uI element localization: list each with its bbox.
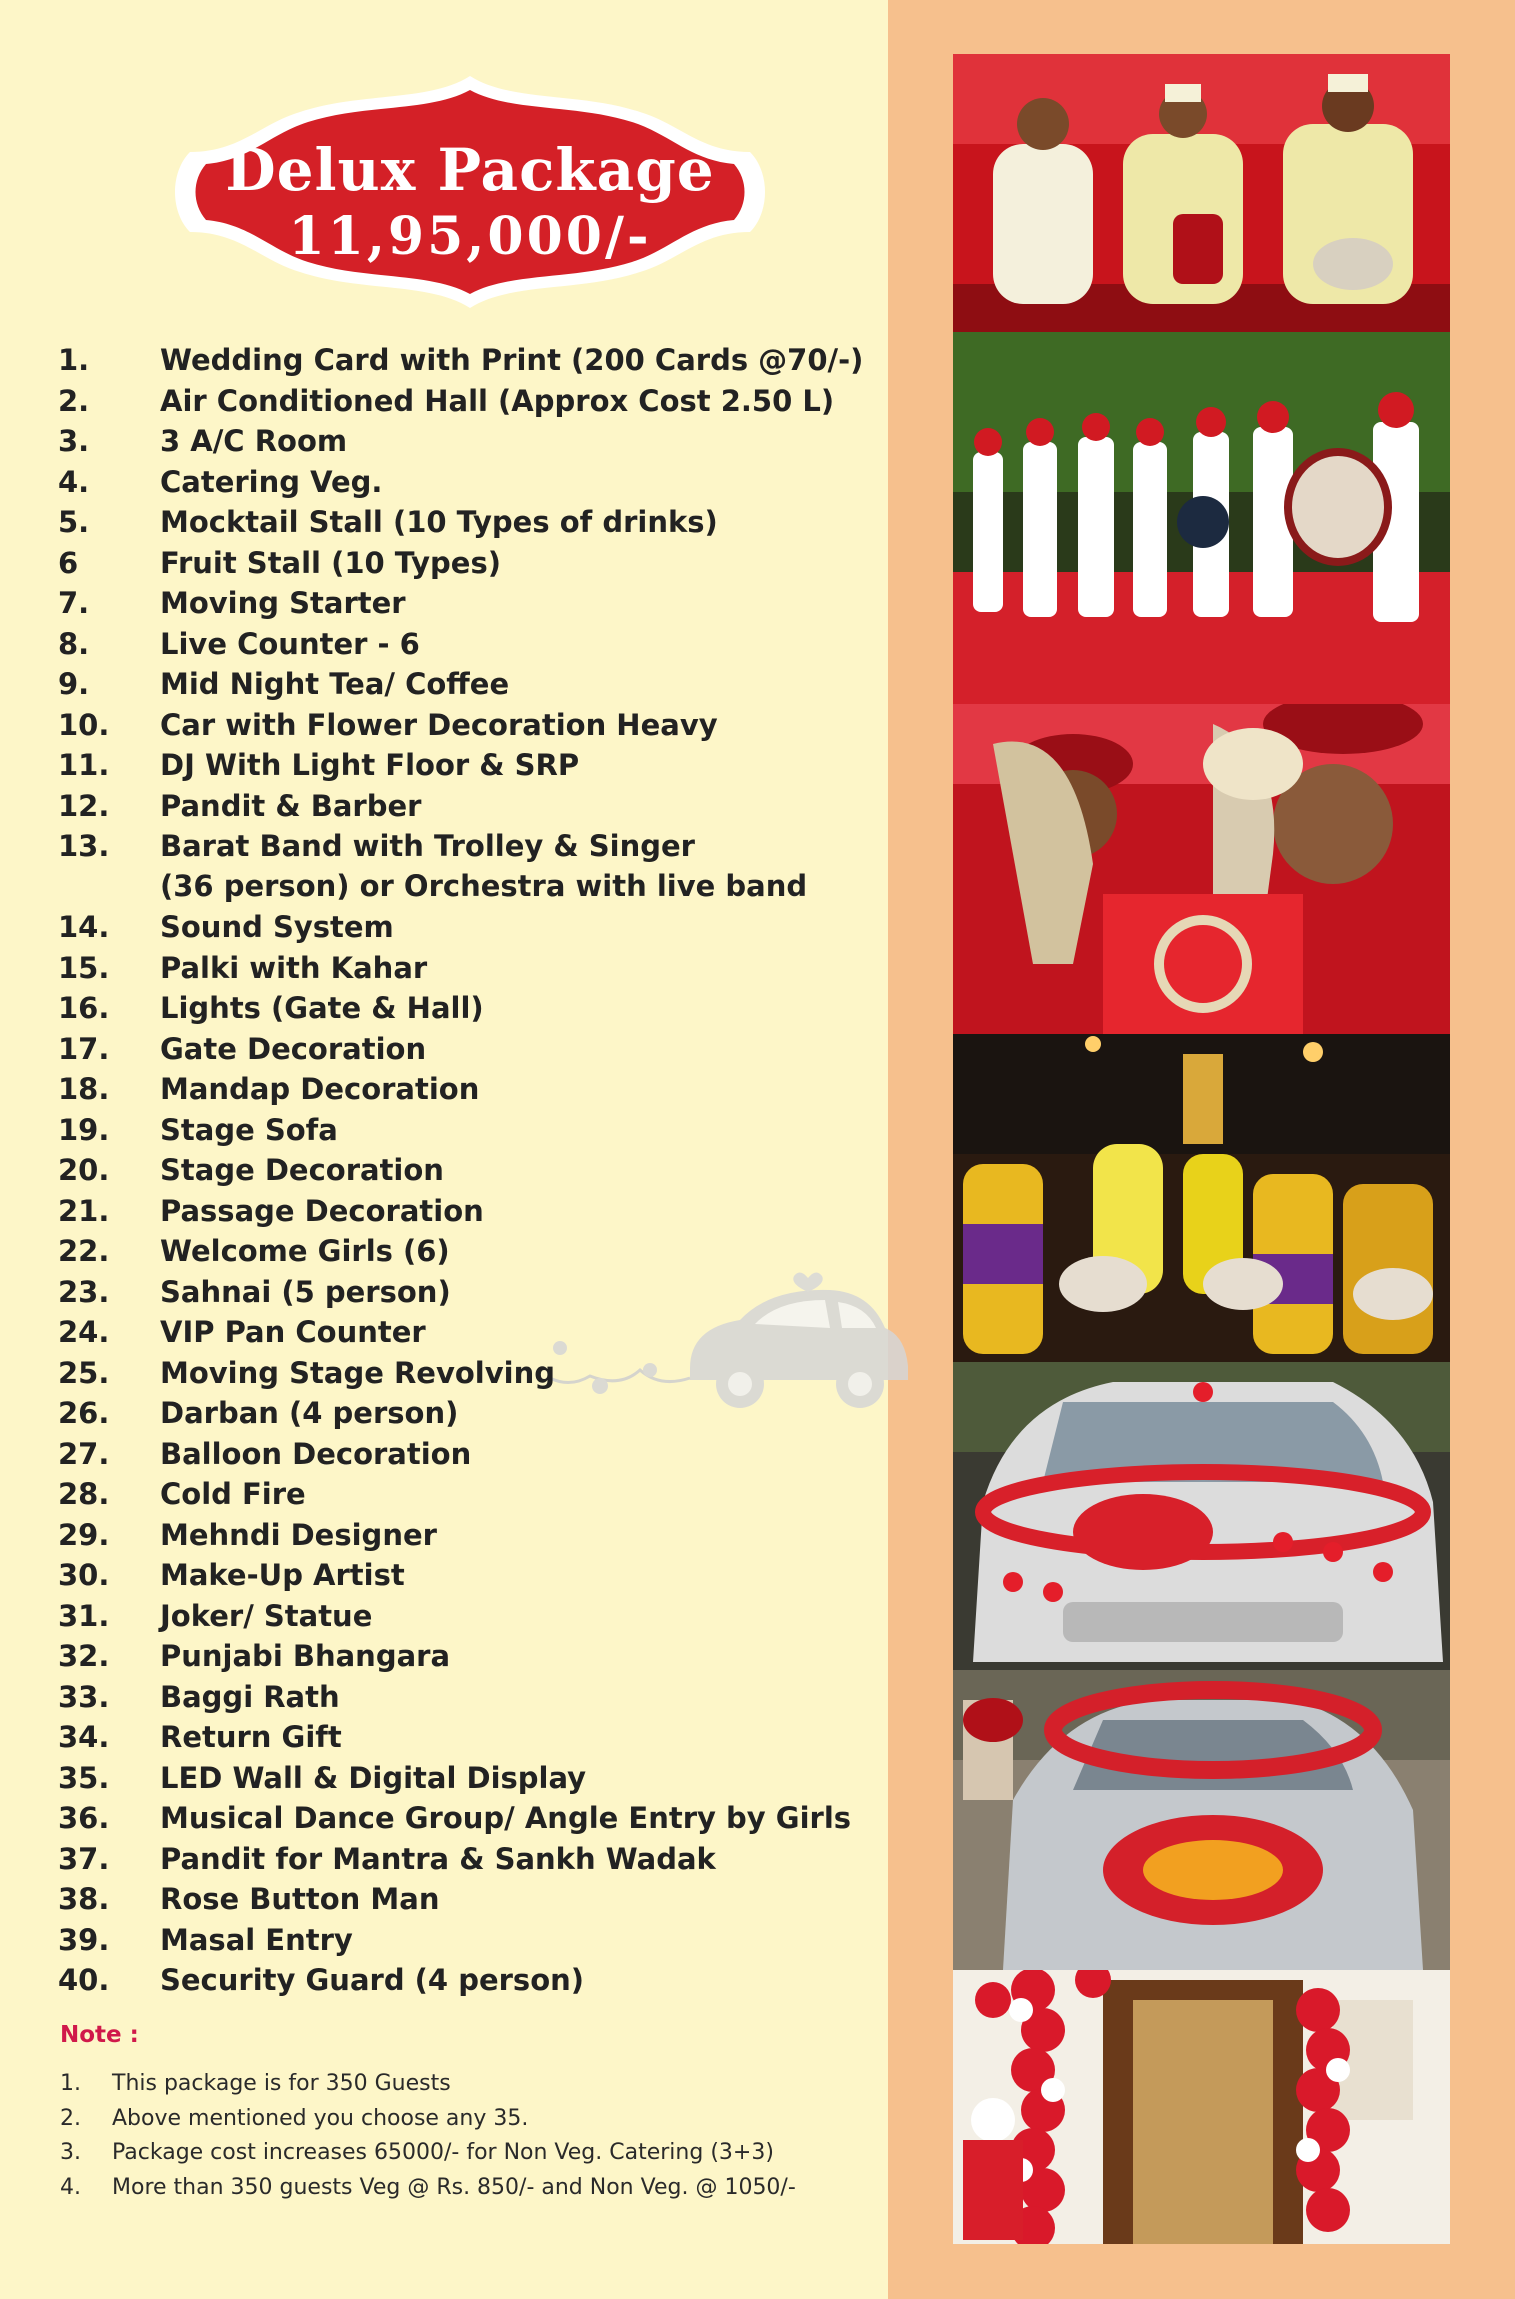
item-number: 3. bbox=[58, 424, 90, 458]
item-label: Mandap Decoration bbox=[160, 1072, 480, 1106]
item-number: 39. bbox=[58, 1922, 110, 1957]
list-item bbox=[58, 1434, 863, 1475]
list-item bbox=[58, 1515, 863, 1556]
list-item bbox=[58, 1798, 863, 1839]
note-number: 1. bbox=[60, 2071, 81, 2096]
item-label: Palki with Kahar bbox=[160, 950, 428, 985]
item-number: 14. bbox=[58, 910, 110, 944]
item-label: Sound System bbox=[160, 910, 394, 944]
list-item bbox=[58, 340, 863, 381]
item-number: 36. bbox=[58, 1801, 110, 1835]
item-label: Musical Dance Group/ Angle Entry by Girls bbox=[160, 1801, 852, 1835]
item-number: 7. bbox=[58, 586, 90, 620]
list-item bbox=[58, 381, 863, 422]
item-number: 27. bbox=[58, 1436, 110, 1471]
flower-decorated-car-photo bbox=[953, 1362, 1450, 1670]
item-label: Catering Veg. bbox=[160, 464, 383, 499]
item-label: Masal Entry bbox=[160, 1922, 353, 1957]
list-item bbox=[58, 1272, 863, 1313]
item-label: Security Guard (4 person) bbox=[160, 1963, 585, 1997]
list-item bbox=[58, 907, 863, 948]
item-number: 23. bbox=[58, 1274, 110, 1309]
note-number: 3. bbox=[60, 2140, 81, 2165]
note-item bbox=[60, 2172, 796, 2207]
list-item bbox=[58, 988, 863, 1029]
item-label: Sahnai (5 person) bbox=[160, 1274, 451, 1309]
item-number: 13. bbox=[58, 829, 110, 863]
list-item bbox=[58, 1110, 863, 1151]
item-label: Make-Up Artist bbox=[160, 1558, 405, 1592]
item-label: VIP Pan Counter bbox=[160, 1315, 426, 1349]
item-label: Wedding Card with Print (200 Cards @70/-) bbox=[160, 343, 864, 377]
list-item bbox=[58, 1758, 863, 1799]
item-number: 12. bbox=[58, 788, 110, 823]
list-item bbox=[58, 1717, 863, 1758]
item-number: 34. bbox=[58, 1720, 110, 1754]
item-number: 37. bbox=[58, 1841, 110, 1876]
item-label: DJ With Light Floor & SRP bbox=[160, 748, 580, 782]
list-item bbox=[58, 1839, 863, 1880]
item-number: 31. bbox=[58, 1598, 110, 1633]
item-label: Cold Fire bbox=[160, 1477, 306, 1511]
item-number: 17. bbox=[58, 1031, 110, 1066]
package-items-list bbox=[58, 340, 863, 2001]
item-label: Mehndi Designer bbox=[160, 1517, 437, 1552]
note-number: 2. bbox=[60, 2105, 81, 2131]
note-item bbox=[60, 2103, 796, 2138]
list-item bbox=[58, 1150, 863, 1191]
item-number: 35. bbox=[58, 1760, 110, 1795]
list-item bbox=[58, 1555, 863, 1596]
list-item bbox=[58, 826, 863, 907]
item-label: Welcome Girls (6) bbox=[160, 1234, 450, 1268]
item-number: 32. bbox=[58, 1639, 110, 1673]
note-heading: Note : bbox=[60, 2022, 139, 2048]
item-label: LED Wall & Digital Display bbox=[160, 1760, 587, 1795]
item-label: Darban (4 person) bbox=[160, 1396, 459, 1430]
list-item bbox=[58, 1029, 863, 1070]
item-label: 3 A/C Room bbox=[160, 424, 348, 458]
item-label: Live Counter - 6 bbox=[160, 626, 420, 661]
list-item bbox=[58, 624, 863, 665]
item-label: Gate Decoration bbox=[160, 1031, 427, 1066]
list-item bbox=[58, 1069, 863, 1110]
flower-decorated-car-front-photo bbox=[953, 1670, 1450, 1970]
item-label: Air Conditioned Hall (Approx Cost 2.50 L) bbox=[160, 383, 835, 418]
list-item bbox=[58, 664, 863, 705]
item-number: 8. bbox=[58, 626, 90, 661]
item-number: 28. bbox=[58, 1477, 110, 1511]
list-item bbox=[58, 948, 863, 989]
item-number: 21. bbox=[58, 1193, 110, 1228]
item-label: Return Gift bbox=[160, 1720, 342, 1754]
item-label: Barat Band with Trolley & Singer (36 person) or Orchestra with live band bbox=[160, 829, 808, 903]
item-number: 6 bbox=[58, 545, 79, 580]
item-number: 19. bbox=[58, 1112, 110, 1147]
list-item bbox=[58, 1312, 863, 1353]
item-number: 33. bbox=[58, 1679, 110, 1714]
item-label: Stage Decoration bbox=[160, 1153, 444, 1187]
brass-band-photo bbox=[953, 332, 1450, 704]
list-item bbox=[58, 583, 863, 624]
trumpet-players-photo bbox=[953, 704, 1450, 1034]
item-number: 25. bbox=[58, 1355, 110, 1390]
balloon-gate-entrance-photo bbox=[953, 1970, 1450, 2244]
shehnai-musicians-photo bbox=[953, 54, 1450, 332]
dhol-dancers-photo bbox=[953, 1034, 1450, 1362]
item-number: 20. bbox=[58, 1153, 110, 1187]
note-text: Above mentioned you choose any 35. bbox=[112, 2105, 529, 2131]
item-number: 10. bbox=[58, 707, 110, 742]
list-item bbox=[58, 786, 863, 827]
item-number: 40. bbox=[58, 1963, 110, 1997]
list-item bbox=[58, 1636, 863, 1677]
item-number: 15. bbox=[58, 950, 110, 985]
item-label: Stage Sofa bbox=[160, 1112, 338, 1147]
list-item bbox=[58, 421, 863, 462]
list-item bbox=[58, 705, 863, 746]
package-price: 11,95,000/- bbox=[288, 206, 652, 267]
list-item bbox=[58, 1353, 863, 1394]
item-label: Baggi Rath bbox=[160, 1679, 340, 1714]
item-number: 29. bbox=[58, 1517, 110, 1552]
list-item bbox=[58, 1879, 863, 1920]
list-item bbox=[58, 1677, 863, 1718]
list-item bbox=[58, 1231, 863, 1272]
list-item bbox=[58, 1393, 863, 1434]
item-label: Punjabi Bhangara bbox=[160, 1639, 451, 1673]
note-number: 4. bbox=[60, 2174, 81, 2200]
list-item bbox=[58, 1920, 863, 1961]
item-label: Fruit Stall (10 Types) bbox=[160, 545, 501, 580]
package-title: Delux Package bbox=[225, 136, 715, 204]
list-item bbox=[58, 462, 863, 503]
item-label: Joker/ Statue bbox=[160, 1598, 373, 1633]
item-number: 9. bbox=[58, 667, 90, 701]
item-label: Rose Button Man bbox=[160, 1882, 440, 1916]
photo-strip bbox=[953, 54, 1450, 2244]
list-item bbox=[58, 543, 863, 584]
item-label: Moving Starter bbox=[160, 586, 406, 620]
list-item bbox=[58, 1474, 863, 1515]
note-text: Package cost increases 65000/- for Non Veg. Catering (3+3) bbox=[112, 2140, 774, 2165]
item-number: 4. bbox=[58, 464, 90, 499]
item-number: 2. bbox=[58, 383, 90, 418]
note-text: More than 350 guests Veg @ Rs. 850/- and Non Veg. @ 1050/- bbox=[112, 2174, 796, 2200]
item-label: Pandit for Mantra & Sankh Wadak bbox=[160, 1841, 716, 1876]
note-item bbox=[60, 2068, 796, 2103]
item-number: 1. bbox=[58, 343, 90, 377]
item-number: 38. bbox=[58, 1882, 110, 1916]
item-label: Pandit & Barber bbox=[160, 788, 422, 823]
notes-list bbox=[60, 2068, 796, 2206]
item-number: 16. bbox=[58, 991, 110, 1025]
item-label: Mid Night Tea/ Coffee bbox=[160, 667, 510, 701]
item-number: 18. bbox=[58, 1072, 110, 1106]
item-label: Lights (Gate & Hall) bbox=[160, 991, 484, 1025]
item-number: 30. bbox=[58, 1558, 110, 1592]
item-number: 26. bbox=[58, 1396, 110, 1430]
item-label: Passage Decoration bbox=[160, 1193, 484, 1228]
item-label: Moving Stage Revolving bbox=[160, 1355, 555, 1390]
list-item bbox=[58, 1960, 863, 2001]
item-number: 11. bbox=[58, 748, 110, 782]
item-label: Mocktail Stall (10 Types of drinks) bbox=[160, 505, 718, 539]
note-text: This package is for 350 Guests bbox=[112, 2071, 451, 2096]
list-item bbox=[58, 1191, 863, 1232]
item-label: Balloon Decoration bbox=[160, 1436, 472, 1471]
note-item bbox=[60, 2137, 796, 2172]
item-number: 5. bbox=[58, 505, 90, 539]
list-item bbox=[58, 502, 863, 543]
item-number: 22. bbox=[58, 1234, 110, 1268]
item-label: Car with Flower Decoration Heavy bbox=[160, 707, 718, 742]
package-title-badge bbox=[160, 72, 780, 312]
list-item bbox=[58, 745, 863, 786]
item-number: 24. bbox=[58, 1315, 110, 1349]
list-item bbox=[58, 1596, 863, 1637]
